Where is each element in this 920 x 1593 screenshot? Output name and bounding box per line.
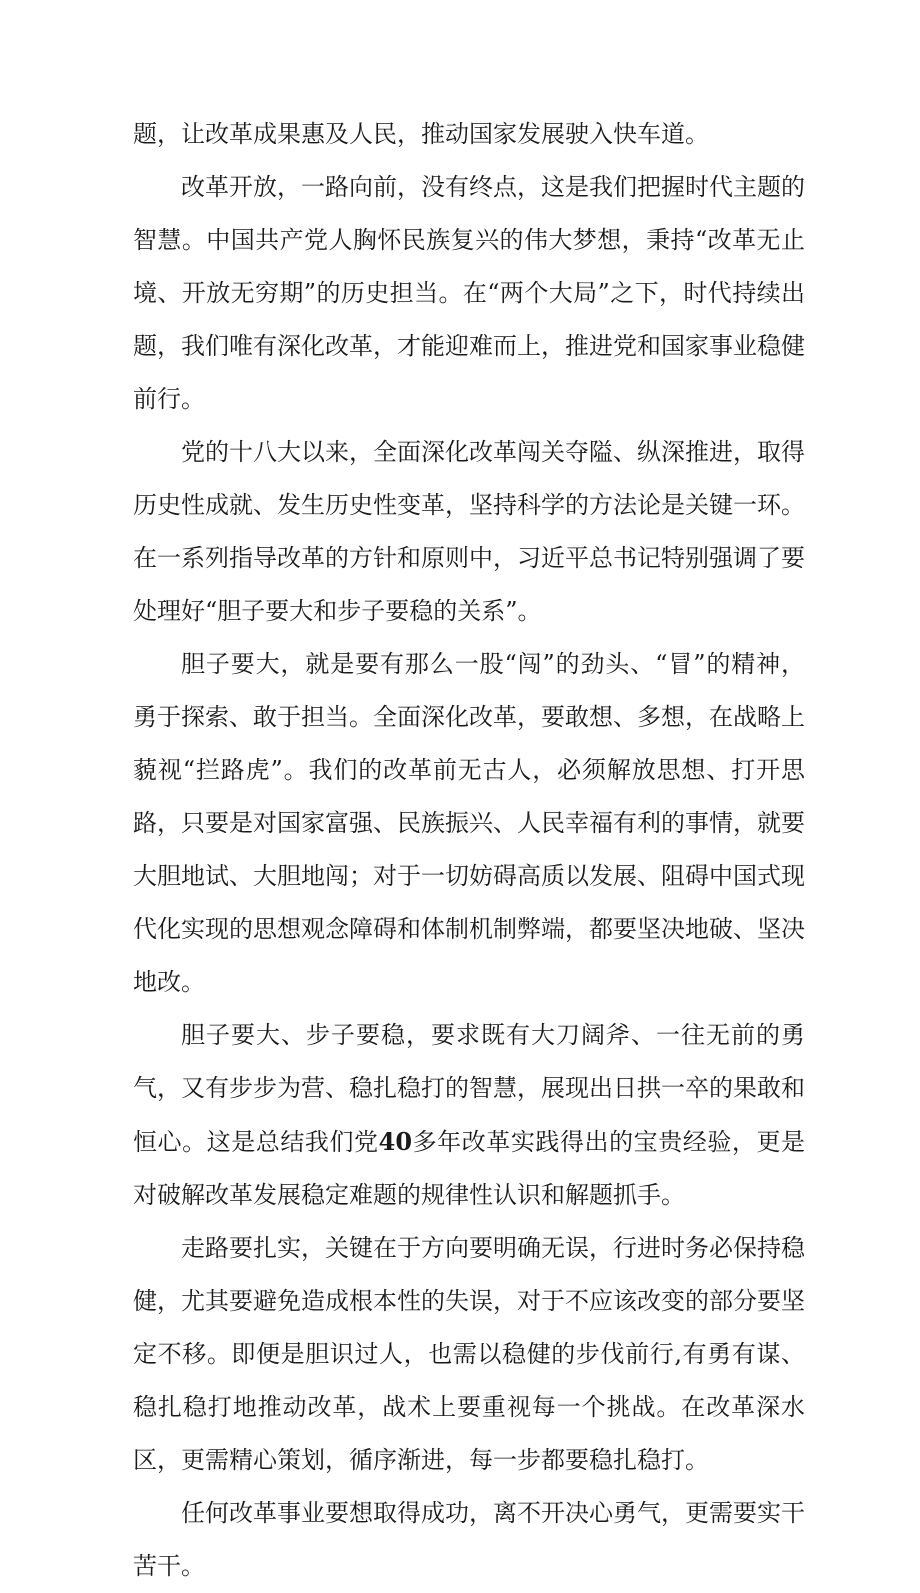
document-body — [133, 108, 805, 1593]
paragraph-text-after-number: 多年改革实践得出的宝贵经验，更是对破解改革发展稳定难题的规律性认识和解题抓手。 — [133, 1128, 806, 1209]
paragraph-reform-opening: 改革开放，一路向前，没有终点，这是我们把握时代主题的智慧。中国共产党人胸怀民族复兴的伟大梦想，秉持“改革无止境、开放无穷期”的历史担当。在“两个大局”之下，时代持续出题，我们唯有深化改革，才能迎难而上，推进党和国家事业稳健前行。 — [133, 173, 805, 413]
paragraph-courage-big: 胆子要大，就是要有那么一股“闯”的劲头、“冒”的精神，勇于探索、敢于担当。全面深化改革，要敢想、多想，在战略上藐视“拦路虎”。我们的改革前无古人，必须解放思想、打开思路，只要是对国家富强、民族振兴、人民幸福有利的事情，就要大胆地试、大胆地闯；对于一切妨碍高质以发展、阻碍中国式现代化实现的思想观念障碍和体制机制弊端，都要坚决地破、坚决地改。 — [133, 650, 805, 996]
paragraph-eighteenth-congress: 党的十八大以来，全面深化改革闯关夺隘、纵深推进，取得历史性成就、发生历史性变革，坚持科学的方法论是关键一环。在一系列指导改革的方针和原则中，习近平总书记特别强调了要处理好“胆子要大和步子要稳的关系”。 — [133, 438, 805, 625]
paragraph-hard-work: 任何改革事业要想取得成功，离不开决心勇气，更需要实干苦干。 — [133, 1499, 805, 1580]
paragraph-continued: 题，让改革成果惠及人民，推动国家发展驶入快车道。 — [133, 120, 709, 148]
paragraph-steady-steps — [133, 1009, 805, 1222]
paragraph-walk-solidly: 走路要扎实，关键在于方向要明确无误，行进时务必保持稳健，尤其要避免造成根本性的失误，对于不应该改变的部分要坚定不移。即便是胆识过人，也需以稳健的步伐前行,有勇有谋、稳扎稳打地推动改革，战术上要重视每一个挑战。在改革深水区，更需精心策划，循序渐进，每一步都要稳扎稳打。 — [133, 1234, 805, 1474]
paragraph-text-before-number: 胆子要大、步子要稳，要求既有大刀阔斧、一往无前的勇气，又有步步为营、稳扎稳打的智慧，展现出日拱一卒的果敢和恒心。这是总结我们党 — [133, 1021, 805, 1156]
years-number: 40 — [378, 1127, 413, 1156]
